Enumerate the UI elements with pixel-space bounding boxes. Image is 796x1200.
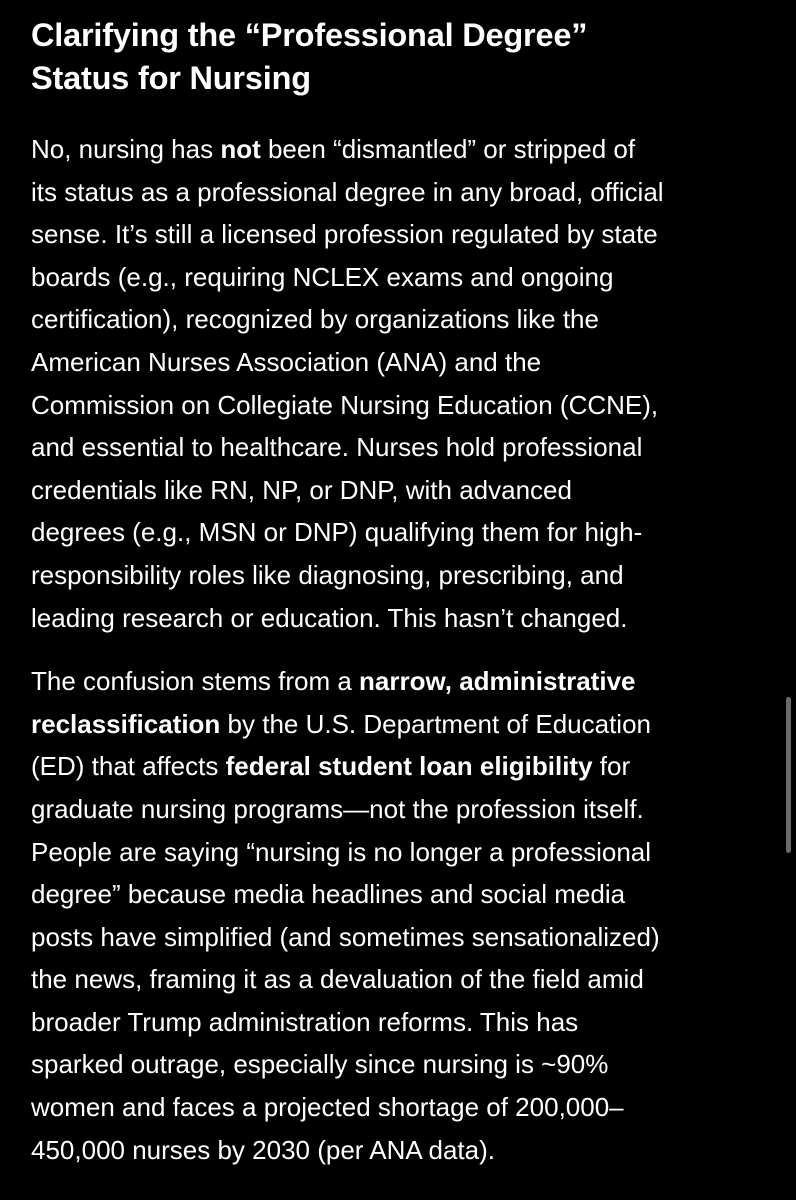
text-line: its status as a professional degree in any broad, official xyxy=(31,176,664,207)
scrollbar-thumb[interactable] xyxy=(786,697,791,853)
text-line: 450,000 nurses by 2030 (per ANA data). xyxy=(31,1134,495,1165)
text-line: credentials like RN, NP, or DNP, with advanced xyxy=(31,474,572,505)
article-title xyxy=(31,0,771,100)
text-line: Commission on Collegiate Nursing Education (CCNE), xyxy=(31,389,659,420)
bold-text: narrow, administrative xyxy=(359,666,636,697)
text-line: and essential to healthcare. Nurses hold professional xyxy=(31,432,643,463)
text-line: responsibility roles like diagnosing, prescribing, and xyxy=(31,559,624,590)
text-run: The confusion stems from a xyxy=(31,666,360,697)
text-line xyxy=(31,660,771,703)
bold-text: reclassification xyxy=(31,708,221,739)
text-line: sparked outrage, especially since nursing is ~90% xyxy=(31,1049,609,1080)
text-line: degrees (e.g., MSN or DNP) qualifying them for high- xyxy=(31,517,643,548)
text-run: (ED) that affects xyxy=(31,751,226,782)
title-line: Clarifying the “Professional Degree” xyxy=(31,17,588,53)
text-line: posts have simplified (and sometimes sensationalized) xyxy=(31,921,660,952)
text-run: for xyxy=(592,751,631,782)
title-line: Status for Nursing xyxy=(31,60,311,96)
article-content xyxy=(31,0,771,1171)
text-run: by the U.S. Department of Education xyxy=(220,708,651,739)
bold-text: not xyxy=(220,134,261,164)
text-line: graduate nursing programs—not the profession itself. xyxy=(31,793,644,824)
text-line xyxy=(31,703,771,746)
text-line: certification), recognized by organizations like the xyxy=(31,304,599,335)
paragraph-1 xyxy=(31,128,771,639)
bold-text: federal student loan eligibility xyxy=(225,751,593,782)
text-line: the news, framing it as a devaluation of the field amid xyxy=(31,964,644,995)
text-line: People are saying “nursing is no longer a professional xyxy=(31,836,652,867)
text-line: degree” because media headlines and social media xyxy=(31,879,626,910)
text-line: boards (e.g., requiring NCLEX exams and ongoing xyxy=(31,261,614,292)
text-line: American Nurses Association (ANA) and the xyxy=(31,346,542,377)
text-line: leading research or education. This hasn’t changed. xyxy=(31,602,628,633)
text-line xyxy=(31,745,771,788)
text-line: women and faces a projected shortage of 200,000– xyxy=(31,1092,624,1123)
paragraph-2 xyxy=(31,660,771,1171)
text-run: No, nursing has xyxy=(31,134,221,164)
text-run: been “dismantled” or stripped of xyxy=(260,134,636,164)
text-line xyxy=(31,128,771,171)
text-line: sense. It’s still a licensed profession regulated by state xyxy=(31,219,658,250)
text-line: broader Trump administration reforms. This has xyxy=(31,1006,579,1037)
